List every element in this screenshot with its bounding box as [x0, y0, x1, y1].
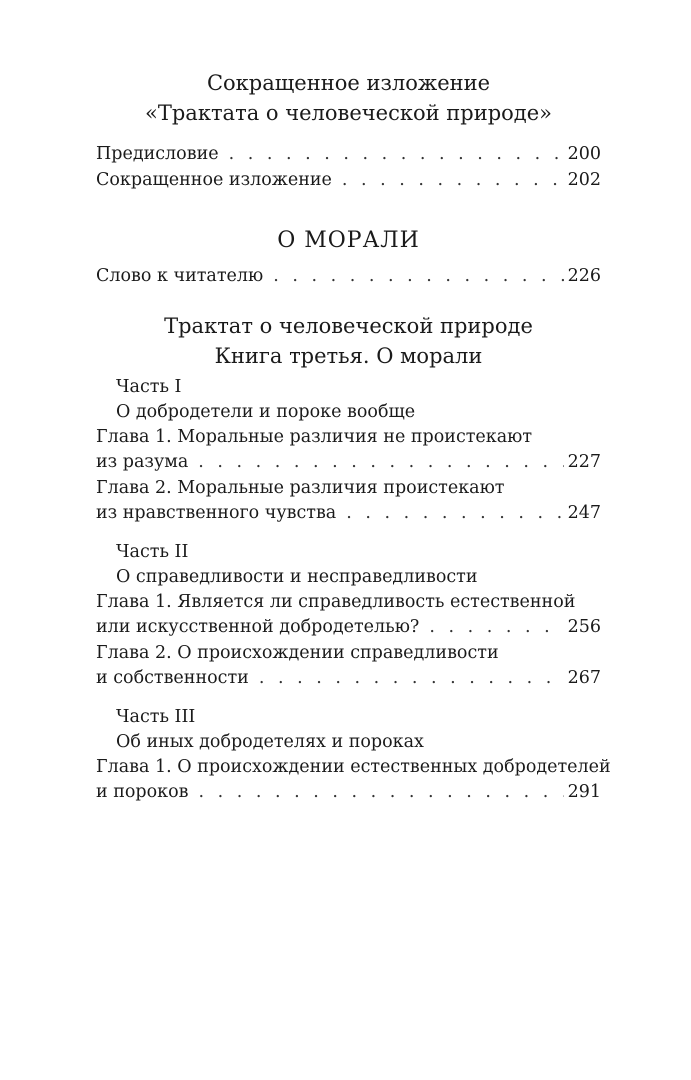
- toc-entry-page: 256: [567, 617, 601, 637]
- book-heading: [96, 311, 601, 371]
- toc-chapter-entry[interactable]: [96, 755, 611, 805]
- toc-entry[interactable]: [96, 142, 601, 167]
- toc-chapter-entry[interactable]: [96, 476, 601, 526]
- leader-dots: [342, 168, 564, 193]
- leader-dots: [273, 264, 563, 289]
- chapter-title-line2: и пороков: [96, 782, 189, 802]
- chapter-title-line2: из нравственного чувства: [96, 503, 337, 523]
- leader-dots: [429, 615, 563, 640]
- chapter-title-line2: из разума: [96, 452, 189, 472]
- book-heading-line2: Книга третья. О морали: [214, 344, 483, 368]
- part-title: О добродетели и пороке вообще: [116, 402, 416, 422]
- toc-entry-page: 202: [567, 170, 601, 190]
- toc-entry-title: Слово к читателю: [96, 266, 264, 286]
- chapter-title-line1: Глава 2. О происхождении справедливости: [96, 643, 499, 663]
- toc-entry-title: Предисловие: [96, 144, 219, 164]
- leader-dots: [346, 501, 563, 526]
- chapter-title-line2: и собственности: [96, 668, 249, 688]
- chapter-title-line1: Глава 1. Является ли справедливость естественной: [96, 592, 576, 612]
- toc-entry[interactable]: [96, 168, 601, 193]
- part-label: Часть III: [116, 707, 196, 727]
- toc-entry-page: 227: [567, 452, 601, 472]
- toc-entry[interactable]: [96, 264, 601, 289]
- chapter-title-line1: Глава 1. О происхождении естественных добродетелей: [96, 757, 611, 777]
- toc-chapter-entry[interactable]: [96, 590, 601, 640]
- leader-dots: [198, 450, 563, 475]
- chapter-title-line1: Глава 1. Моральные различия не проистекают: [96, 427, 533, 447]
- toc-list-section2: [96, 264, 601, 289]
- part-title: О справедливости и несправедливости: [116, 567, 478, 587]
- book-heading-line1: Трактат о человеческой природе: [164, 314, 533, 338]
- part-block: [96, 540, 601, 691]
- section-heading: О МОРАЛИ: [277, 228, 420, 253]
- part-label: Часть I: [116, 377, 182, 397]
- leader-dots: [199, 780, 564, 805]
- part-block: [96, 705, 611, 805]
- section-heading-line2: «Трактата о человеческой природе»: [145, 101, 552, 125]
- section-heading-line1: Сокращенное изложение: [206, 71, 491, 95]
- toc-chapter-entry[interactable]: [96, 641, 601, 691]
- leader-dots: [259, 666, 564, 691]
- leader-dots: [229, 142, 564, 167]
- toc-chapter-entry[interactable]: [96, 425, 601, 475]
- part-label: Часть II: [116, 542, 189, 562]
- chapter-title-line1: Глава 2. Моральные различия проистекают: [96, 478, 505, 498]
- toc-entry-page: 291: [567, 782, 601, 802]
- toc-entry-page: 200: [567, 144, 601, 164]
- chapter-title-line2: или искусственной добродетелью?: [96, 617, 420, 637]
- toc-entry-page: 267: [567, 668, 601, 688]
- toc-entry-page: 226: [567, 266, 601, 286]
- part-block: [96, 375, 601, 526]
- toc-entry-title: Сокращенное изложение: [96, 170, 332, 190]
- toc-entry-page: 247: [567, 503, 601, 523]
- part-title: Об иных добродетелях и пороках: [116, 732, 424, 752]
- toc-list-section1: [96, 142, 601, 193]
